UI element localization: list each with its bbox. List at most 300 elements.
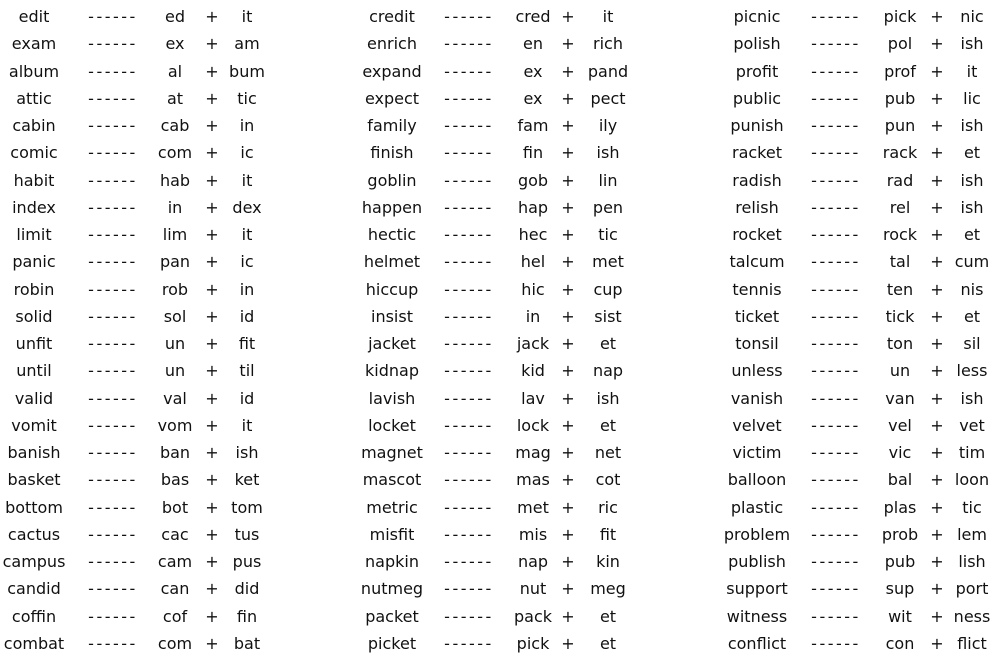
divider-dashes: ------ [88,88,138,108]
divider-dashes: ------ [88,334,138,353]
word-row [0,466,1005,493]
syllable-2: ket [234,470,260,490]
syllable-2: ish [960,388,984,408]
plus-sign: + [561,497,575,517]
syllable-2: am [234,34,260,54]
syllable-2: port [955,579,989,599]
divider-dashes: ------ [444,225,494,244]
plus-sign: + [930,61,944,81]
divider-dashes: ------ [88,34,138,54]
plus-sign: + [930,116,944,135]
plus-sign: + [930,334,944,353]
syllable-1: pick [883,7,917,26]
plus-sign: + [561,606,575,626]
word: album [8,61,60,81]
plus-sign: + [561,170,575,190]
syllable-2: tic [962,497,982,517]
divider-dashes: ------ [444,116,494,135]
syllable-1: hel [520,252,546,272]
word: publish [728,552,786,571]
divider-dashes: ------ [88,306,138,326]
syllable-1: pub [884,88,916,108]
divider-dashes: ------ [444,143,494,163]
syllable-1: lock [516,415,550,435]
plus-sign: + [561,225,575,244]
word: until [16,361,52,381]
syllable-2: ily [598,116,618,135]
word: enrich [367,34,417,54]
divider-dashes: ------ [811,61,861,81]
plus-sign: + [930,306,944,326]
syllable-2: loon [954,470,990,490]
word: attic [16,88,52,108]
divider-dashes: ------ [811,524,861,544]
word: banish [7,443,61,462]
divider-dashes: ------ [444,606,494,626]
syllable-1: pub [884,552,916,571]
plus-sign: + [930,34,944,54]
syllable-1: rob [161,279,189,299]
syllable-1: com [157,633,193,653]
syllable-2: ish [235,443,259,462]
plus-sign: + [205,252,219,272]
word-row [0,167,1005,194]
syllable-2: ish [596,388,620,408]
syllable-1: bal [887,470,913,490]
syllable-2: cum [954,252,990,272]
word: panic [12,252,56,272]
word: edit [18,7,50,26]
plus-sign: + [561,361,575,381]
syllable-2: lic [963,88,981,108]
divider-dashes: ------ [444,497,494,517]
divider-dashes: ------ [444,279,494,299]
plus-sign: + [205,197,219,217]
syllable-1: ex [523,88,543,108]
syllable-2: tus [234,524,260,544]
word: valid [14,388,54,408]
plus-sign: + [930,88,944,108]
word-row [0,139,1005,166]
syllable-2: id [239,388,255,408]
word: misfit [369,524,415,544]
word: profit [735,61,779,81]
syllable-2: ic [240,252,254,272]
word-row [0,439,1005,466]
divider-dashes: ------ [88,143,138,163]
word: witness [726,606,788,626]
word-row [0,30,1005,57]
syllable-1: ban [159,443,191,462]
syllable-1: ex [165,34,185,54]
syllable-2: bat [233,633,261,653]
syllable-2: vet [959,415,985,435]
word-row [0,112,1005,139]
word: vanish [730,388,784,408]
divider-dashes: ------ [88,415,138,435]
plus-sign: + [561,415,575,435]
word-row [0,85,1005,112]
word: talcum [729,252,785,272]
divider-dashes: ------ [444,470,494,490]
syllable-1: tal [889,252,911,272]
divider-dashes: ------ [811,197,861,217]
syllable-2: et [963,143,981,163]
syllable-2: tic [598,225,618,244]
syllable-2: fit [238,334,256,353]
syllable-1: al [167,61,183,81]
plus-sign: + [930,388,944,408]
plus-sign: + [930,252,944,272]
plus-sign: + [205,524,219,544]
syllable-1: hic [521,279,545,299]
divider-dashes: ------ [811,88,861,108]
syllable-2: et [963,225,981,244]
word: picnic [733,7,781,26]
divider-dashes: ------ [811,497,861,517]
plus-sign: + [205,34,219,54]
word: coffin [11,606,57,626]
plus-sign: + [930,361,944,381]
plus-sign: + [930,197,944,217]
word: index [12,197,56,217]
plus-sign: + [205,279,219,299]
plus-sign: + [561,552,575,571]
word: packet [365,606,419,626]
word: hectic [367,225,417,244]
word: mascot [362,470,422,490]
word-row [0,194,1005,221]
syllable-2: pect [590,88,626,108]
syllable-1: fin [522,143,544,163]
word: support [726,579,788,599]
word-row [0,221,1005,248]
syllable-1: hap [517,197,549,217]
syllable-1: un [889,361,911,381]
syllable-1: sup [885,579,915,599]
plus-sign: + [205,415,219,435]
divider-dashes: ------ [88,633,138,653]
divider-dashes: ------ [811,143,861,163]
syllable-2: pen [592,197,624,217]
syllable-2: sist [594,306,622,326]
plus-sign: + [561,61,575,81]
plus-sign: + [930,606,944,626]
plus-sign: + [930,170,944,190]
syllable-2: it [966,61,978,81]
syllable-1: pan [159,252,191,272]
syllable-1: jack [516,334,550,353]
plus-sign: + [561,116,575,135]
divider-dashes: ------ [88,7,138,26]
word-row [0,521,1005,548]
syllable-2: ric [598,497,618,517]
word: hiccup [365,279,419,299]
divider-dashes: ------ [444,306,494,326]
word: insist [371,306,413,326]
divider-dashes: ------ [444,552,494,571]
word-row [0,357,1005,384]
syllable-2: id [239,306,255,326]
divider-dashes: ------ [444,361,494,381]
divider-dashes: ------ [444,388,494,408]
word-row [0,412,1005,439]
syllable-1: hab [159,170,191,190]
syllable-1: in [525,306,541,326]
syllable-1: rad [886,170,914,190]
word: credit [369,7,415,26]
divider-dashes: ------ [811,252,861,272]
divider-dashes: ------ [88,388,138,408]
plus-sign: + [561,7,575,26]
divider-dashes: ------ [88,61,138,81]
word: tonsil [735,334,779,353]
syllable-2: et [599,633,617,653]
syllable-1: plas [883,497,917,517]
syllable-2: did [234,579,260,599]
syllable-1: wit [888,606,912,626]
plus-sign: + [561,470,575,490]
plus-sign: + [205,88,219,108]
syllable-2: it [602,7,614,26]
word: magnet [361,443,423,462]
syllable-1: pack [513,606,553,626]
syllable-2: et [963,306,981,326]
plus-sign: + [930,143,944,163]
syllable-2: rich [593,34,623,54]
divider-dashes: ------ [88,279,138,299]
syllable-1: en [523,34,543,54]
syllable-2: cot [595,470,621,490]
syllable-1: pick [516,633,550,653]
syllable-2: ish [960,170,984,190]
divider-dashes: ------ [444,88,494,108]
divider-dashes: ------ [88,197,138,217]
syllable-1: ex [523,61,543,81]
syllable-2: tim [958,443,986,462]
word-row [0,575,1005,602]
syllable-1: cof [162,606,188,626]
plus-sign: + [561,88,575,108]
word: locket [368,415,416,435]
divider-dashes: ------ [88,497,138,517]
word: combat [3,633,65,653]
plus-sign: + [561,524,575,544]
word-row [0,276,1005,303]
syllable-1: van [885,388,915,408]
word: campus [2,552,66,571]
plus-sign: + [561,252,575,272]
divider-dashes: ------ [88,524,138,544]
plus-sign: + [205,143,219,163]
plus-sign: + [205,116,219,135]
divider-dashes: ------ [444,415,494,435]
syllable-2: flict [957,633,987,653]
plus-sign: + [930,552,944,571]
plus-sign: + [930,443,944,462]
syllable-2: kin [596,552,620,571]
divider-dashes: ------ [444,579,494,599]
syllable-1: lim [162,225,188,244]
syllable-1: pol [887,34,913,54]
divider-dashes: ------ [811,306,861,326]
divider-dashes: ------ [811,279,861,299]
word: nutmeg [360,579,424,599]
plus-sign: + [561,306,575,326]
word: candid [7,579,61,599]
plus-sign: + [205,470,219,490]
syllable-1: rel [889,197,911,217]
syllable-1: mis [518,524,548,544]
syllable-1: mag [515,443,551,462]
plus-sign: + [561,388,575,408]
syllable-2: et [599,415,617,435]
syllable-2: fin [236,606,258,626]
divider-dashes: ------ [444,197,494,217]
syllable-2: pus [232,552,262,571]
word-row [0,330,1005,357]
plus-sign: + [561,143,575,163]
syllable-2: tic [237,88,257,108]
word-row [0,303,1005,330]
syllable-2: ish [960,116,984,135]
divider-dashes: ------ [88,116,138,135]
syllable-1: at [166,88,184,108]
plus-sign: + [930,279,944,299]
plus-sign: + [205,388,219,408]
plus-sign: + [205,443,219,462]
word: napkin [365,552,419,571]
syllable-1: prof [884,61,916,81]
divider-dashes: ------ [811,579,861,599]
plus-sign: + [561,579,575,599]
plus-sign: + [205,334,219,353]
syllable-2: lish [958,552,986,571]
word: lavish [368,388,416,408]
word: comic [10,143,58,163]
word: limit [16,225,52,244]
syllable-1: un [164,334,186,353]
syllable-2: bum [229,61,265,81]
syllable-1: bas [160,470,190,490]
word: family [367,116,417,135]
plus-sign: + [930,524,944,544]
divider-dashes: ------ [811,633,861,653]
syllable-2: it [241,170,253,190]
word: problem [723,524,791,544]
divider-dashes: ------ [811,7,861,26]
syllable-2: til [239,361,255,381]
plus-sign: + [561,197,575,217]
syllable-1: vel [888,415,912,435]
word: exam [11,34,57,54]
plus-sign: + [930,415,944,435]
word: relish [735,197,779,217]
word: cactus [7,524,61,544]
syllable-1: bot [161,497,189,517]
word-row [0,494,1005,521]
syllable-1: cab [160,116,190,135]
word: solid [15,306,53,326]
syllable-1: ten [886,279,914,299]
syllable-2: it [241,415,253,435]
word-row [0,603,1005,630]
divider-dashes: ------ [444,443,494,462]
word: punish [730,116,784,135]
word: public [732,88,782,108]
plus-sign: + [205,7,219,26]
syllable-1: nut [519,579,547,599]
syllable-1: rock [882,225,918,244]
syllable-2: sil [963,334,981,353]
word: metric [366,497,418,517]
divider-dashes: ------ [88,443,138,462]
plus-sign: + [205,633,219,653]
word: unfit [15,334,53,353]
syllable-1: prob [881,524,919,544]
syllable-2: it [241,225,253,244]
syllable-1: vic [888,443,912,462]
word: victim [732,443,782,462]
divider-dashes: ------ [811,443,861,462]
syllable-2: dex [232,197,262,217]
syllable-2: cup [593,279,623,299]
word: polish [733,34,781,54]
word: happen [361,197,423,217]
syllable-1: ton [886,334,914,353]
divider-dashes: ------ [811,361,861,381]
syllable-1: in [167,197,183,217]
plus-sign: + [561,334,575,353]
word: racket [732,143,782,163]
word: picket [367,633,417,653]
word-row [0,3,1005,30]
divider-dashes: ------ [444,170,494,190]
plus-sign: + [205,606,219,626]
plus-sign: + [205,61,219,81]
syllable-1: mas [516,470,550,490]
syllable-2: nis [960,279,984,299]
syllable-1: com [157,143,193,163]
word: ticket [734,306,780,326]
syllable-2: ish [960,197,984,217]
syllable-2: ness [953,606,991,626]
word: radish [732,170,782,190]
divider-dashes: ------ [444,334,494,353]
syllable-1: rack [882,143,918,163]
syllable-1: nap [517,552,549,571]
plus-sign: + [205,361,219,381]
plus-sign: + [205,225,219,244]
syllable-2: less [956,361,988,381]
word: robin [13,279,55,299]
syllable-2: it [241,7,253,26]
syllable-1: can [160,579,190,599]
syllable-1: lav [521,388,545,408]
syllable-1: sol [163,306,187,326]
word: jacket [368,334,416,353]
divider-dashes: ------ [88,252,138,272]
syllable-2: in [239,116,255,135]
divider-dashes: ------ [811,606,861,626]
divider-dashes: ------ [444,252,494,272]
word: conflict [727,633,787,653]
divider-dashes: ------ [88,225,138,244]
syllable-1: kid [521,361,545,381]
syllable-1: fam [517,116,549,135]
plus-sign: + [930,497,944,517]
plus-sign: + [205,552,219,571]
